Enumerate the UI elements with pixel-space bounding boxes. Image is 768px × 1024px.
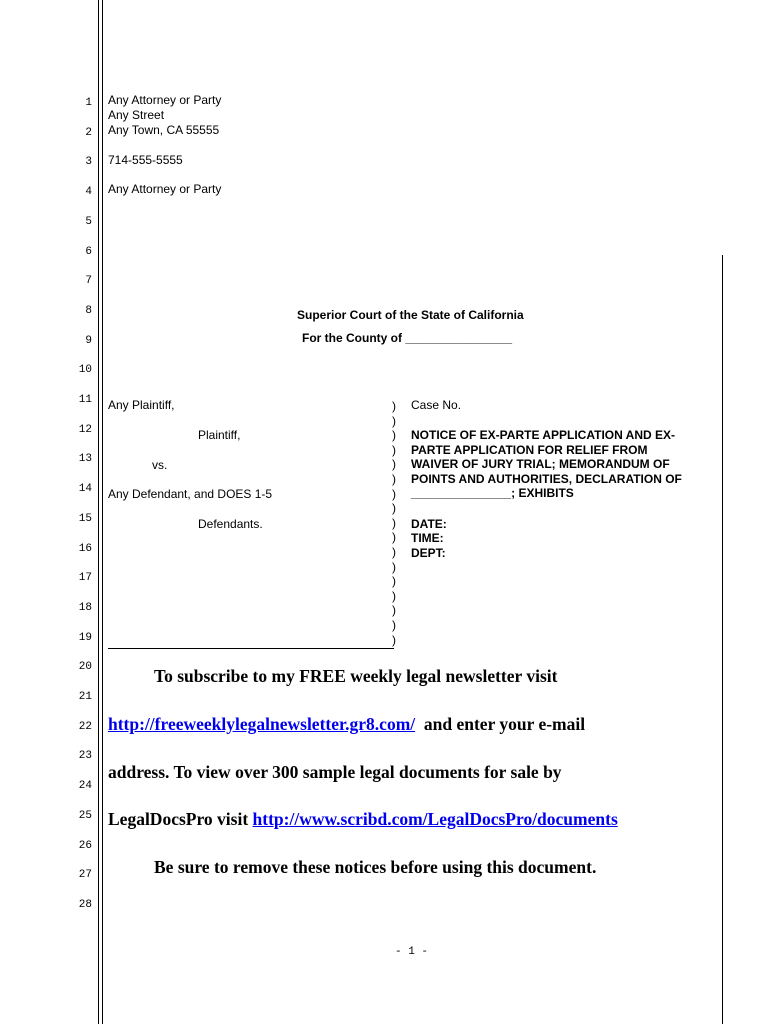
line-number: 3: [85, 156, 92, 169]
line-number: 22: [78, 720, 92, 733]
newsletter-link[interactable]: http://freeweeklylegalnewsletter.gr8.com/: [108, 714, 416, 734]
line-number: 17: [78, 572, 92, 585]
line-number: 7: [85, 275, 92, 288]
line-number: 1: [85, 97, 92, 109]
line-number: 13: [78, 453, 92, 466]
notice-line-5: Be sure to remove these notices before using this document.: [154, 857, 597, 877]
caption-defendant-role: Defendants.: [198, 517, 263, 531]
court-title: Superior Court of the State of California: [297, 308, 524, 322]
caption-paren: ): [392, 603, 396, 618]
notice-line-2-rest: and enter your e-mail: [423, 714, 586, 734]
attorney-phone: 714-555-5555: [108, 153, 183, 167]
case-title-line: PARTE APPLICATION FOR RELIEF FROM: [411, 442, 648, 457]
line-number: 25: [78, 809, 92, 822]
caption-vs: vs.: [152, 458, 168, 472]
line-number: 28: [78, 898, 92, 911]
caption-paren: ): [392, 632, 396, 647]
left-margin-line-outer: [98, 0, 99, 1024]
line-number: 2: [85, 126, 92, 139]
line-number: 5: [85, 215, 92, 228]
line-number: 15: [78, 512, 92, 525]
line-number: 9: [85, 334, 92, 347]
caption-paren: ): [392, 515, 396, 530]
caption-plaintiff-role: Plaintiff,: [198, 428, 241, 442]
court-county: For the County of ________________: [302, 331, 513, 345]
caption-paren: ): [392, 428, 396, 443]
caption-paren: ): [392, 413, 396, 428]
case-title-line: _______________; EXHIBITS: [411, 486, 574, 501]
notice-line-3: address. To view over 300 sample legal documents for sale by: [108, 762, 562, 782]
caption-paren: ): [392, 617, 396, 632]
line-number: 27: [78, 869, 92, 882]
attorney-block: [108, 93, 221, 138]
line-number: 6: [85, 245, 92, 258]
case-title-line: NOTICE OF EX-PARTE APPLICATION AND EX-: [411, 428, 676, 442]
line-number: 8: [85, 304, 92, 317]
line-number: 18: [78, 601, 92, 614]
right-margin-line: [722, 255, 723, 1024]
caption-paren: ): [392, 544, 396, 559]
line-number: 21: [78, 691, 92, 703]
caption-paren: ): [392, 501, 396, 516]
case-number-label: Case No.: [411, 398, 462, 412]
left-margin-line-inner: [102, 0, 103, 1024]
caption-paren: ): [392, 588, 396, 603]
hearing-dept: DEPT:: [411, 546, 446, 560]
caption-paren: ): [392, 442, 396, 457]
attorney-name: Any Attorney or Party: [108, 93, 222, 107]
caption-paren-column: [392, 399, 400, 647]
caption-paren: ): [392, 471, 396, 486]
notice-line-4-prefix: LegalDocsPro visit: [108, 809, 249, 829]
attorney-street: Any Street: [108, 108, 165, 122]
hearing-date: DATE:: [411, 517, 447, 531]
caption-underline: [108, 648, 394, 649]
hearing-time: TIME:: [411, 531, 444, 545]
notice-line-2: [108, 713, 585, 735]
caption-paren: ): [392, 559, 396, 574]
line-number: 19: [78, 631, 92, 644]
caption-paren: ): [392, 530, 396, 545]
line-number: 16: [78, 542, 92, 555]
notice-line-1: To subscribe to my FREE weekly legal newsletter visit: [154, 666, 558, 686]
line-number: 26: [78, 839, 92, 852]
line-number: 4: [85, 186, 92, 199]
case-title-line: WAIVER OF JURY TRIAL; MEMORANDUM OF: [411, 457, 670, 472]
line-number: 20: [78, 661, 92, 674]
attorney-for-party: Any Attorney or Party: [108, 182, 222, 196]
caption-paren: ): [392, 399, 396, 413]
caption-paren: ): [392, 574, 396, 589]
caption-paren: ): [392, 457, 396, 472]
line-number: 10: [78, 364, 92, 377]
line-number: 14: [78, 483, 92, 496]
caption-defendant: Any Defendant, and DOES 1-5: [108, 487, 273, 501]
page-number: - 1 -: [395, 946, 429, 958]
line-number: 24: [78, 780, 92, 793]
scribd-link[interactable]: http://www.scribd.com/LegalDocsPro/documents: [252, 809, 618, 829]
caption-paren: ): [392, 486, 396, 501]
line-number: 23: [78, 750, 92, 763]
caption-plaintiff: Any Plaintiff,: [108, 398, 175, 412]
attorney-city: Any Town, CA 55555: [108, 123, 220, 137]
line-number: 12: [78, 423, 92, 436]
case-title: [411, 428, 711, 501]
notice-line-4: [108, 808, 618, 830]
case-title-line: POINTS AND AUTHORITIES, DECLARATION OF: [411, 471, 682, 486]
line-number: 11: [78, 394, 92, 406]
